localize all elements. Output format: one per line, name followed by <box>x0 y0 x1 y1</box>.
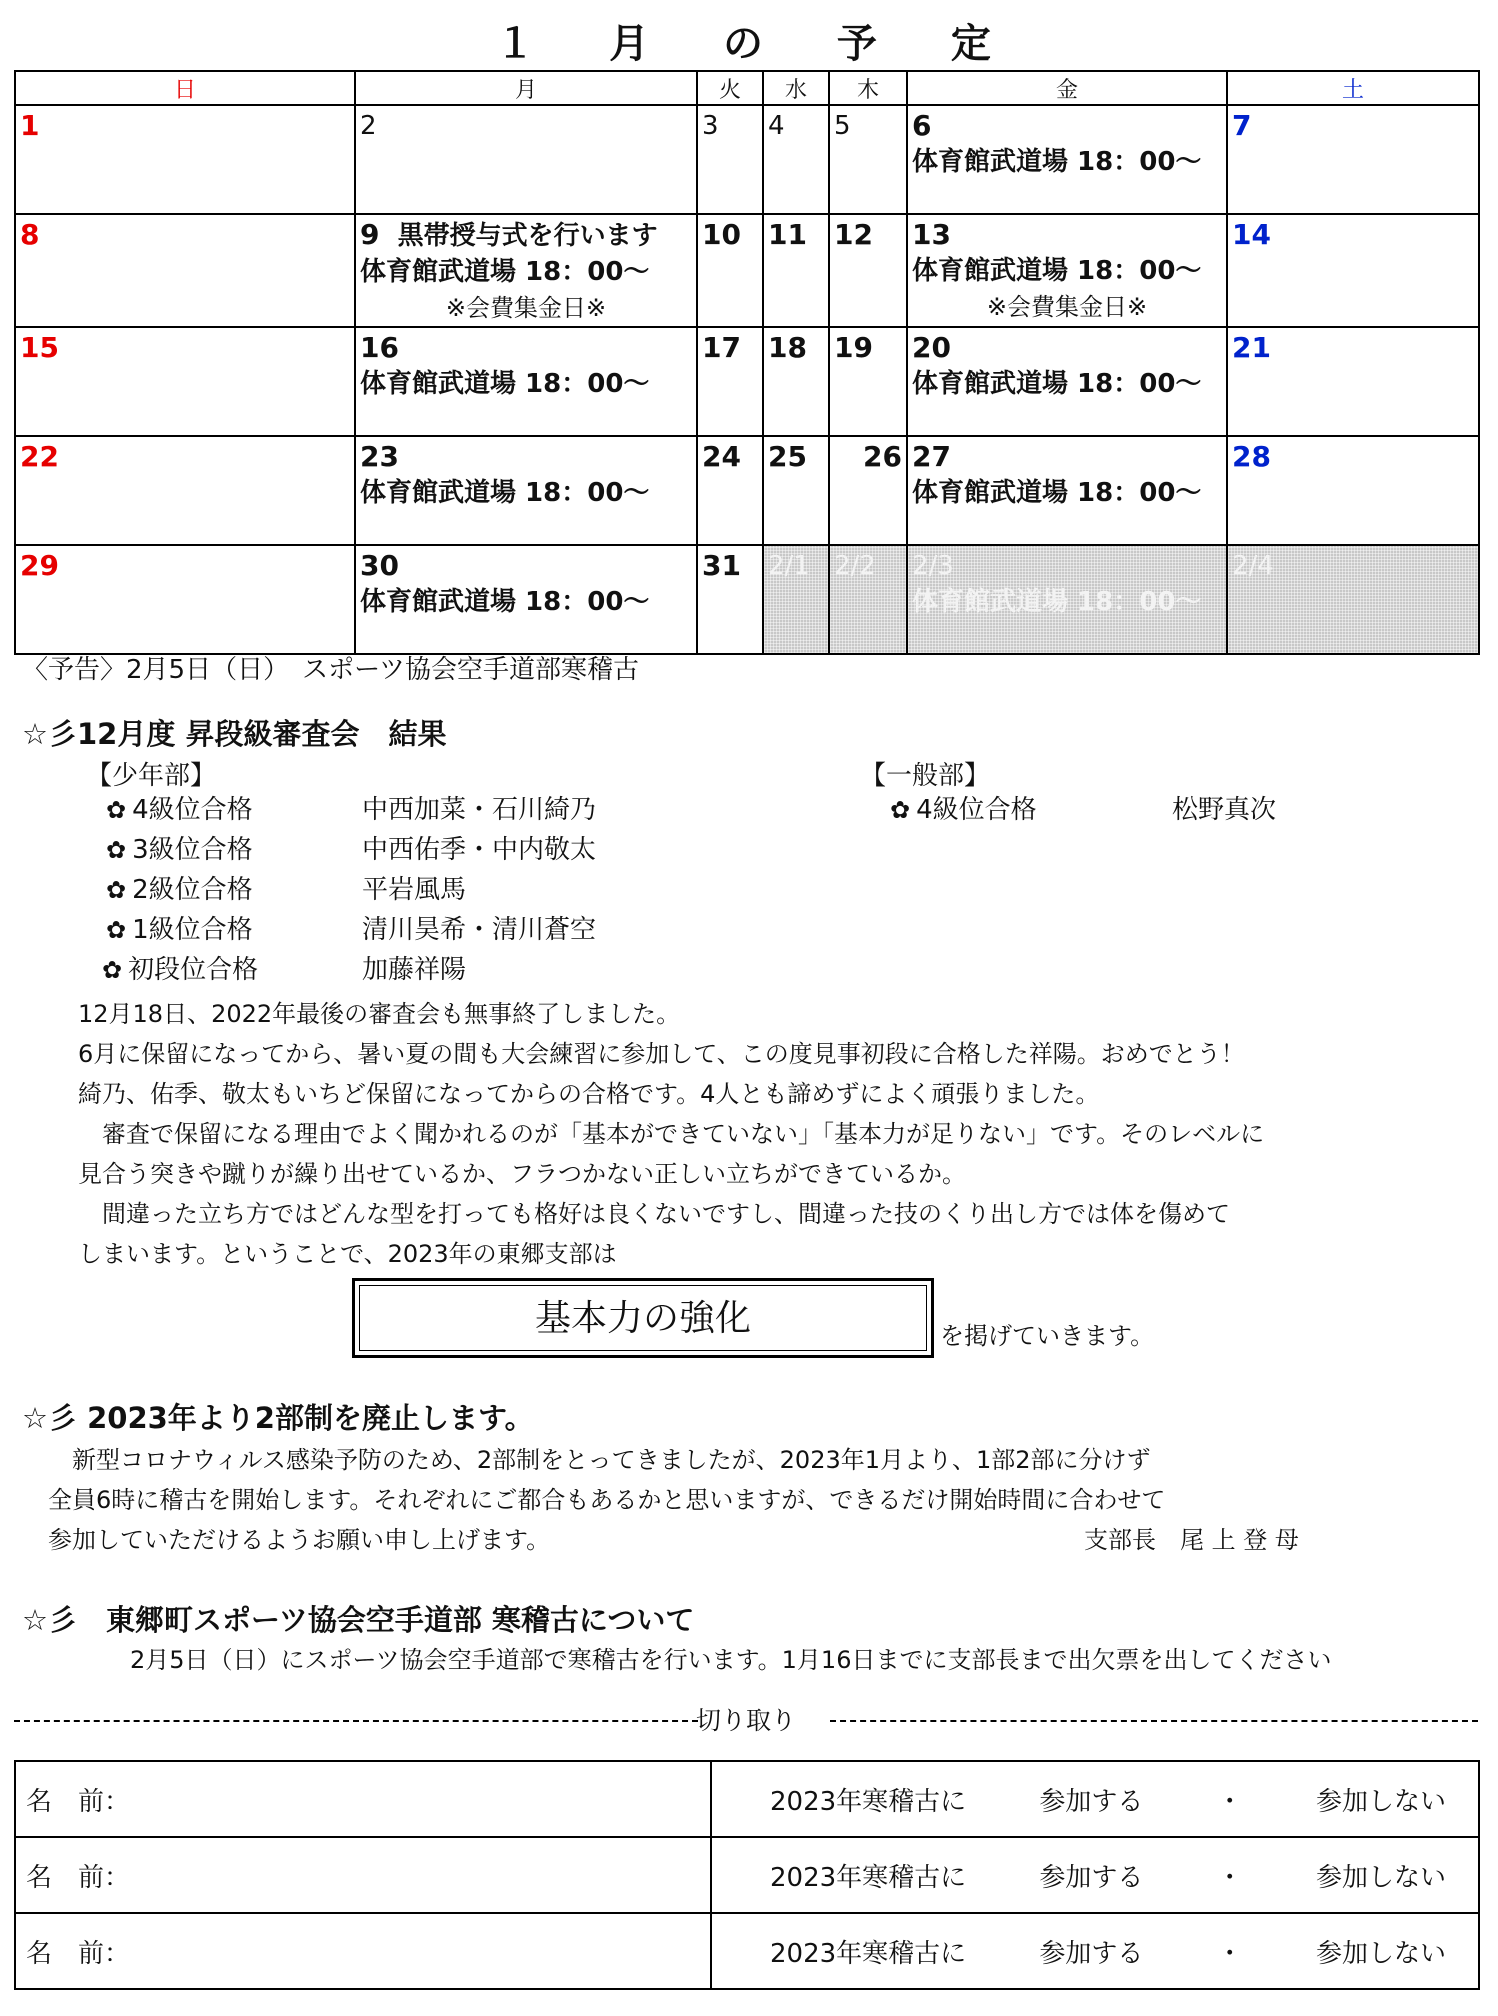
day-number: 30 <box>360 549 399 582</box>
separator-dot: ・ <box>1216 1786 1243 1817</box>
winter-training-notice: 〈予告〉2月5日（日） スポーツ協会空手道部寒稽古 <box>22 655 640 685</box>
passed-names: 中西佑季・中内敬太 <box>362 835 597 865</box>
section2-line: 新型コロナウィルス感染予防のため、2部制をとってきましたが、2023年1月より、1部2部に分けず <box>48 1446 1151 1474</box>
name-label: 名 前： <box>26 1862 131 1893</box>
day-number: 12 <box>834 218 873 251</box>
results-paragraph-line: 12月18日、2022年最後の審査会も無事終了しました。 <box>78 1000 681 1028</box>
fee-collection-note: ※会費集金日※ <box>445 294 607 322</box>
day-cell <box>829 105 907 214</box>
next-month-day-cell <box>1227 545 1479 654</box>
day-number: 24 <box>702 440 741 473</box>
day-cell <box>1227 105 1479 214</box>
flower-icon: ✿ <box>106 796 127 824</box>
day-number: 31 <box>702 549 741 582</box>
practice-event: 体育館武道場 18：00～ <box>360 369 650 399</box>
day-number: 8 <box>20 218 40 251</box>
event-label: 2023年寒稽古に <box>770 1938 967 1969</box>
day-cell <box>697 214 763 327</box>
weekday-fri: 金 <box>907 71 1227 105</box>
name-label: 名 前： <box>26 1786 131 1817</box>
practice-event: 体育館武道場 18：00～ <box>912 478 1202 508</box>
absent-option[interactable]: 参加しない <box>1315 1786 1446 1817</box>
rank-label: 4級位合格 <box>916 795 1037 825</box>
day-number: 2 <box>360 111 377 141</box>
day-cell <box>763 105 829 214</box>
day-cell <box>829 436 907 545</box>
name-field[interactable] <box>15 1761 711 1837</box>
results-heading: ☆彡12月度 昇段級審査会 結果 <box>22 717 447 751</box>
cut-label: 切り取り <box>695 1706 796 1735</box>
passed-names: 平岩風馬 <box>362 875 467 905</box>
day-number: 14 <box>1232 218 1271 251</box>
practice-event: 体育館武道場 18：00～ <box>912 369 1202 399</box>
day-cell <box>1227 436 1479 545</box>
results-paragraph-line: 間違った立ち方ではどんな型を打っても格好は良くないですし、間違った技のくり出し方では体を傷めて <box>78 1200 1230 1228</box>
day-number: 1 <box>20 109 40 142</box>
day-number: 3 <box>702 111 719 141</box>
flower-icon: ✿ <box>890 796 911 824</box>
day-number: 25 <box>768 440 807 473</box>
name-field[interactable] <box>15 1837 711 1913</box>
practice-event: 体育館武道場 18：00～ <box>360 587 650 617</box>
name-field[interactable] <box>15 1913 711 1989</box>
results-paragraph-line: しまいます。ということで、2023年の東郷支部は <box>78 1240 617 1268</box>
day-number: 4 <box>768 111 785 141</box>
passed-names: 清川昊希・清川蒼空 <box>362 915 597 945</box>
day-cell <box>697 327 763 436</box>
rank-label: 4級位合格 <box>132 795 253 825</box>
day-number: 10 <box>702 218 741 251</box>
day-cell <box>355 214 697 327</box>
result-item <box>890 794 1037 826</box>
day-cell <box>763 327 829 436</box>
weekday-wed: 水 <box>763 71 829 105</box>
day-cell <box>697 105 763 214</box>
day-cell <box>15 214 355 327</box>
day-number: 5 <box>834 111 851 141</box>
attendance-row <box>15 1913 1479 1989</box>
day-cell <box>697 545 763 654</box>
weekday-thu: 木 <box>829 71 907 105</box>
day-cell <box>907 105 1227 214</box>
day-cell <box>907 327 1227 436</box>
flower-icon: ✿ <box>106 876 127 904</box>
day-number: 2/3 <box>912 551 954 581</box>
rank-label: 1級位合格 <box>132 915 253 945</box>
flower-icon: ✿ <box>106 916 127 944</box>
result-item <box>106 834 253 866</box>
practice-event: 体育館武道場 18：00～ <box>912 256 1202 286</box>
day-cell <box>15 105 355 214</box>
practice-event: 体育館武道場 18：00～ <box>360 257 650 287</box>
passed-names: 中西加菜・石川綺乃 <box>362 795 597 825</box>
winter-training-detail: 2月5日（日）にスポーツ協会空手道部で寒稽古を行います。1月16日までに支部長まで出欠票を出してください <box>130 1646 1332 1674</box>
calendar-table <box>14 70 1480 655</box>
motto-box <box>352 1278 934 1358</box>
result-item <box>106 874 253 906</box>
separator-dot: ・ <box>1216 1862 1243 1893</box>
black-belt-ceremony-note: 黒帯授与式を行います <box>397 221 658 251</box>
calendar-week-row <box>15 105 1479 214</box>
result-item <box>102 954 258 986</box>
day-number: 23 <box>360 440 399 473</box>
flower-icon: ✿ <box>102 956 123 984</box>
rank-label: 3級位合格 <box>132 835 253 865</box>
calendar-week-row <box>15 214 1479 327</box>
motto-text: 基本力の強化 <box>359 1285 927 1351</box>
page-title: １ 月 の 予 定 <box>495 21 1021 67</box>
next-month-day-cell <box>829 545 907 654</box>
attend-option[interactable]: 参加する <box>1039 1862 1144 1893</box>
separator-dot: ・ <box>1216 1938 1243 1969</box>
day-number: 15 <box>20 331 59 364</box>
results-paragraph-line: 6月に保留になってから、暑い夏の間も大会練習に参加して、この度見事初段に合格した祥陽。おめでとう！ <box>78 1040 1245 1068</box>
name-label: 名 前： <box>26 1938 131 1969</box>
attendance-row <box>15 1837 1479 1913</box>
day-number: 17 <box>702 331 741 364</box>
day-number: 13 <box>912 218 951 251</box>
practice-event: 体育館武道場 18：00～ <box>912 147 1202 177</box>
day-cell <box>763 214 829 327</box>
day-number: 18 <box>768 331 807 364</box>
day-number: 20 <box>912 331 951 364</box>
motto-suffix: を掲げていきます。 <box>940 1322 1155 1350</box>
day-number: 2/4 <box>1232 551 1274 581</box>
day-number: 22 <box>20 440 59 473</box>
day-number: 21 <box>1232 331 1271 364</box>
day-number: 7 <box>1232 109 1252 142</box>
calendar-week-row <box>15 327 1479 436</box>
attend-option[interactable]: 参加する <box>1039 1786 1144 1817</box>
day-cell <box>355 105 697 214</box>
day-number: 2/1 <box>768 551 810 581</box>
day-number: 28 <box>1232 440 1271 473</box>
rank-label: 初段位合格 <box>128 955 259 985</box>
section2-line: 全員6時に稽古を開始します。それぞれにご都合もあるかと思いますが、できるだけ開始時間に合わせて <box>48 1486 1166 1514</box>
weekday-mon: 月 <box>355 71 697 105</box>
day-number: 26 <box>863 440 902 473</box>
general-division-label: 【一般部】 <box>860 761 991 791</box>
winter-training-heading: ☆彡 東郷町スポーツ協会空手道部 寒稽古について <box>22 1603 695 1637</box>
day-number: 11 <box>768 218 807 251</box>
event-label: 2023年寒稽古に <box>770 1862 967 1893</box>
flower-icon: ✿ <box>106 836 127 864</box>
practice-event: 体育館武道場 18：00～ <box>912 587 1202 617</box>
weekday-sun: 日 <box>15 71 355 105</box>
absent-option[interactable]: 参加しない <box>1315 1938 1446 1969</box>
next-month-day-cell <box>907 545 1227 654</box>
day-number: 9 <box>360 218 380 251</box>
day-number: 27 <box>912 440 951 473</box>
results-paragraph-line: 見合う突きや蹴りが繰り出せているか、フラつかない正しい立ちができているか。 <box>78 1160 966 1188</box>
calendar-week-row <box>15 545 1479 654</box>
weekday-sat: 土 <box>1227 71 1479 105</box>
day-cell <box>907 436 1227 545</box>
junior-division-label: 【少年部】 <box>86 761 217 791</box>
day-cell <box>697 436 763 545</box>
results-paragraph-line: 綺乃、佑季、敬太もいちど保留になってからの合格です。4人とも諦めずによく頑張りました。 <box>78 1080 1100 1108</box>
day-number: 2/2 <box>834 551 876 581</box>
day-number: 29 <box>20 549 59 582</box>
practice-event: 体育館武道場 18：00～ <box>360 478 650 508</box>
branch-chief-signature: 支部長 尾 上 登 母 <box>1084 1526 1299 1554</box>
day-cell <box>907 214 1227 327</box>
day-cell <box>15 545 355 654</box>
passed-names: 加藤祥陽 <box>362 955 467 985</box>
day-cell <box>829 327 907 436</box>
absent-option[interactable]: 参加しない <box>1315 1862 1446 1893</box>
day-cell <box>15 436 355 545</box>
rank-label: 2級位合格 <box>132 875 253 905</box>
event-label: 2023年寒稽古に <box>770 1786 967 1817</box>
passed-names: 松野真次 <box>1172 795 1277 825</box>
result-item <box>106 794 253 826</box>
results-paragraph-line: 審査で保留になる理由でよく聞かれるのが「基本ができていない」「基本力が足りない」です。そのレベルに <box>78 1120 1265 1148</box>
day-cell <box>355 436 697 545</box>
day-cell <box>1227 327 1479 436</box>
day-cell <box>355 545 697 654</box>
weekday-tue: 火 <box>697 71 763 105</box>
day-cell <box>763 436 829 545</box>
next-month-day-cell <box>763 545 829 654</box>
abolish-two-session-heading: ☆彡 2023年より2部制を廃止します。 <box>22 1401 534 1435</box>
weekday-header-row <box>15 71 1479 105</box>
attendance-row <box>15 1761 1479 1837</box>
result-item <box>106 914 253 946</box>
day-number: 16 <box>360 331 399 364</box>
day-cell <box>1227 214 1479 327</box>
attendance-form <box>14 1760 1480 1990</box>
day-cell <box>15 327 355 436</box>
calendar-week-row <box>15 436 1479 545</box>
day-cell <box>829 214 907 327</box>
fee-collection-note: ※会費集金日※ <box>986 293 1148 321</box>
attend-option[interactable]: 参加する <box>1039 1938 1144 1969</box>
day-cell <box>355 327 697 436</box>
day-number: 19 <box>834 331 873 364</box>
day-number: 6 <box>912 109 932 142</box>
cut-line <box>14 1706 1478 1736</box>
section2-line: 参加していただけるようお願い申し上げます。 <box>48 1526 551 1554</box>
